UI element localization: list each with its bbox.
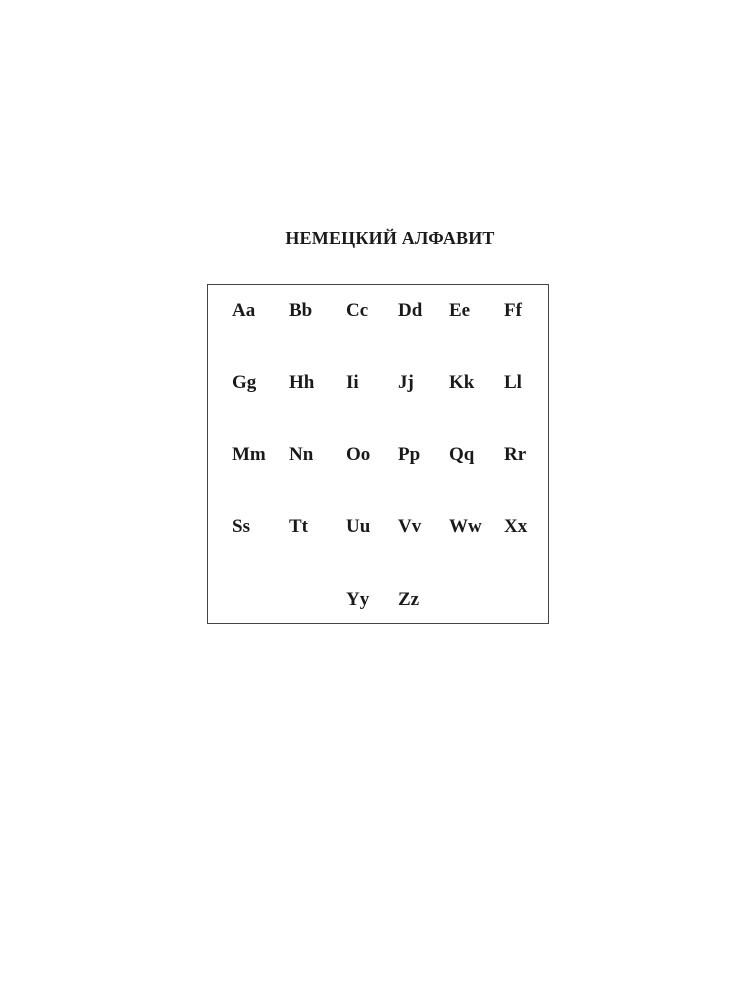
letter-r: Rr	[504, 444, 527, 465]
letter-o: Oo	[346, 444, 371, 465]
letter-f: Ff	[504, 300, 522, 321]
letter-s: Ss	[232, 516, 250, 537]
letter-c: Cc	[346, 300, 369, 321]
letter-e: Ee	[449, 300, 471, 321]
letter-y: Yy	[346, 589, 370, 610]
letter-v: Vv	[398, 516, 422, 537]
letter-g: Gg	[232, 372, 257, 393]
letter-t: Tt	[289, 516, 308, 537]
letter-x: Xx	[504, 516, 528, 537]
letter-d: Dd	[398, 300, 423, 321]
letter-u: Uu	[346, 516, 371, 537]
letter-n: Nn	[289, 444, 314, 465]
letter-m: Mm	[232, 444, 266, 465]
letter-i: Ii	[346, 372, 359, 393]
letter-b: Bb	[289, 300, 313, 321]
alphabet-table	[207, 284, 549, 624]
letter-z: Zz	[398, 589, 420, 610]
letter-h: Hh	[289, 372, 315, 393]
letter-q: Qq	[449, 444, 475, 465]
letter-k: Kk	[449, 372, 475, 393]
letter-p: Pp	[398, 444, 421, 465]
letter-a: Aa	[232, 300, 256, 321]
letter-j: Jj	[398, 372, 414, 393]
letter-l: Ll	[504, 372, 522, 393]
letter-w: Ww	[449, 516, 482, 537]
page-title: НЕМЕЦКИЙ АЛФАВИТ	[285, 228, 495, 248]
